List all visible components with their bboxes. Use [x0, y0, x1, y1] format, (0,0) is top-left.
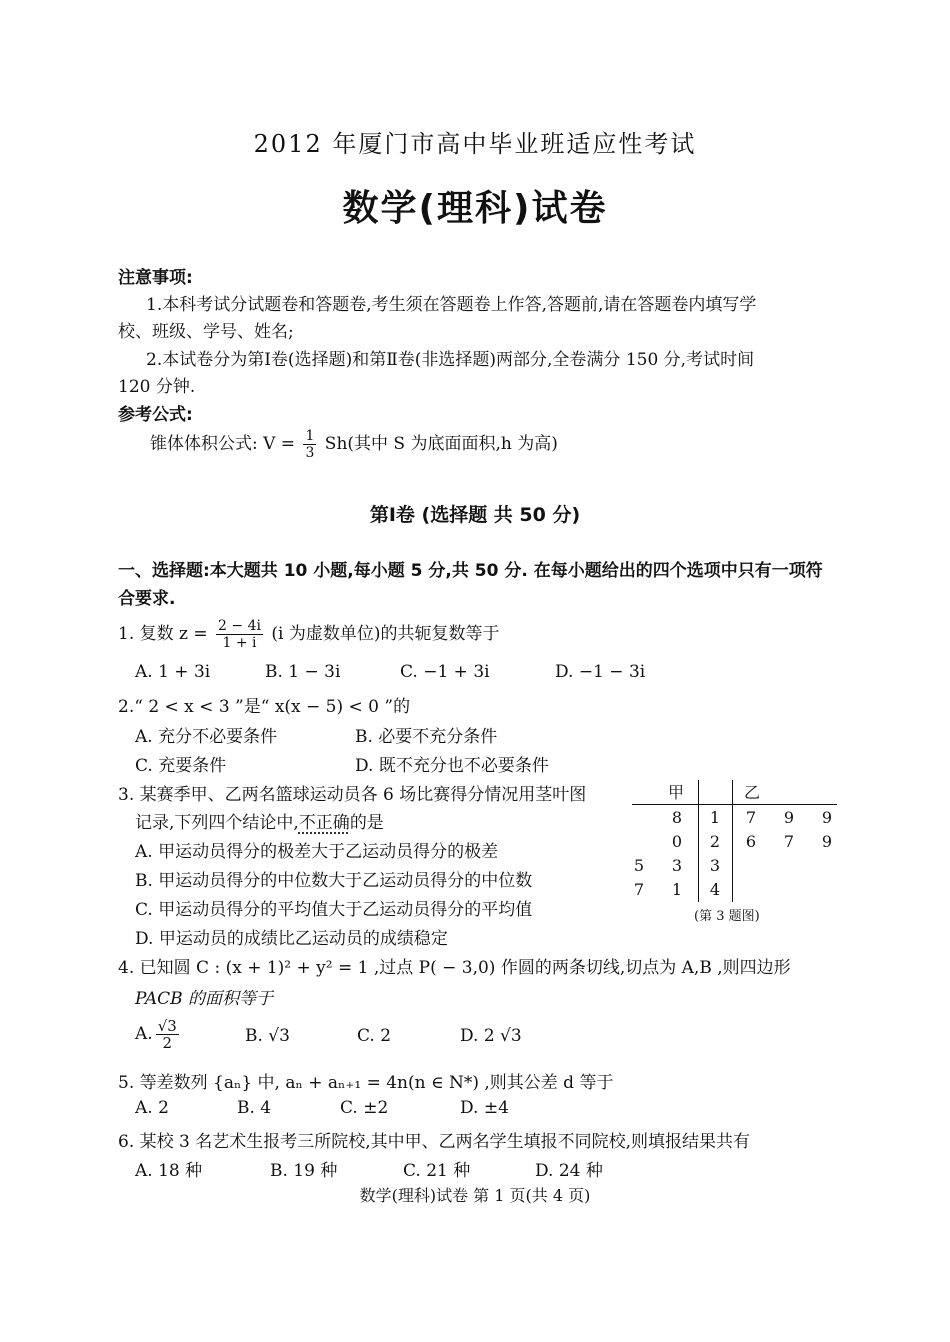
q3-option-d: D. 甲运动员的成绩比乙运动员的成绩稳定: [135, 929, 448, 949]
q4-option-a-denominator: 2: [162, 1034, 173, 1052]
section-instructions-line-2: 合要求.: [118, 589, 176, 609]
q2-option-c: C. 充要条件: [135, 756, 227, 776]
cone-volume-formula: [150, 428, 558, 461]
plot-header-yi: 乙: [744, 783, 761, 802]
question-6-stem: 6. 某校 3 名艺术生报考三所院校,其中甲、乙两名学生填报不同院校,则填报结果共有: [118, 1132, 751, 1152]
q2-option-a: A. 充分不必要条件: [135, 727, 278, 747]
leaf-yi: 7: [783, 832, 795, 851]
leaf-yi: 6: [745, 832, 757, 851]
q2-option-b: B. 必要不充分条件: [355, 727, 498, 747]
note-1-line-1: 1.本科考试分试题卷和答题卷,考生须在答题卷上作答,答题前,请在答题卷内填写学: [146, 295, 757, 315]
leaf-jia: 8: [671, 808, 683, 827]
note-1-line-2: 校、班级、学号、姓名;: [118, 322, 294, 342]
q1-prefix: 1. 复数 z =: [118, 624, 208, 644]
plot-right-divider: [732, 780, 733, 902]
q1-option-d: D. −1 − 3i: [555, 662, 646, 682]
page-footer: 数学(理科)试卷 第 1 页(共 4 页): [359, 1186, 591, 1205]
section-instructions-line-1: 一、选择题:本大题共 10 小题,每小题 5 分,共 50 分. 在每小题给出的四个选项中只有一项符: [118, 561, 823, 581]
note-2-line-2: 120 分钟.: [118, 377, 196, 397]
q4-option-a-numerator: √3: [157, 1017, 177, 1035]
question-3-line-2: [135, 808, 384, 833]
section-title: 第Ⅰ卷 (选择题 共 50 分): [369, 504, 581, 526]
question-5-stem: 5. 等差数列 {aₙ} 中, aₙ + aₙ₊₁ = 4n(n ∈ N*) ,则其公差 d 等于: [118, 1073, 614, 1093]
stem-value: 1: [709, 808, 721, 827]
q5-option-a: A. 2: [135, 1098, 169, 1118]
question-2-options: [135, 722, 835, 778]
leaf-jia: 5: [633, 856, 645, 875]
question-2-stem: 2.“ 2 < x < 3 ”是“ x(x − 5) < 0 ”的: [118, 697, 411, 717]
plot-header-jia: 甲: [668, 783, 685, 802]
formula-suffix: Sh(其中 S 为底面面积,h 为高): [324, 434, 558, 454]
q4-option-a-label: A.: [135, 1024, 153, 1044]
leaf-yi: 9: [821, 832, 833, 851]
q1-option-a: A. 1 + 3i: [135, 662, 211, 682]
q2-option-d: D. 既不充分也不必要条件: [355, 756, 549, 776]
stem-value: 2: [709, 832, 721, 851]
q3-option-a: A. 甲运动员得分的极差大于乙运动员得分的极差: [135, 842, 499, 862]
leaf-jia: 1: [671, 880, 683, 899]
q4-option-a-fraction: [156, 1018, 179, 1051]
q4-option-c: C. 2: [357, 1026, 392, 1046]
fraction-numerator: 1: [305, 428, 315, 444]
q4-option-a: [135, 1018, 182, 1051]
q6-option-a: A. 18 种: [135, 1161, 203, 1181]
formula-heading: 参考公式:: [118, 405, 193, 425]
figure-caption: (第 3 题图): [694, 909, 760, 924]
q4-option-b: B. √3: [245, 1026, 290, 1046]
leaf-yi: 7: [745, 808, 757, 827]
formula-prefix: 锥体体积公式: V =: [150, 434, 296, 454]
leaf-jia: 7: [633, 880, 645, 899]
q5-option-c: C. ±2: [340, 1098, 389, 1118]
formula-fraction: [303, 428, 316, 461]
q3-option-b: B. 甲运动员得分的中位数大于乙运动员得分的中位数: [135, 871, 533, 891]
question-4-line-1: 4. 已知圆 C : (x + 1)² + y² = 1 ,过点 P( − 3,0) 作圆的两条切线,切点为 A,B ,则四边形: [118, 958, 791, 978]
q1-option-b: B. 1 − 3i: [265, 662, 341, 682]
question-1-stem: [118, 618, 500, 651]
q1-option-c: C. −1 + 3i: [400, 662, 490, 682]
question-4-options: [135, 1018, 735, 1060]
question-5-options: [135, 1098, 735, 1122]
plot-left-divider: [698, 780, 699, 902]
q1-fraction: [216, 618, 263, 651]
exam-title: 2012 年厦门市高中毕业班适应性考试: [253, 130, 697, 158]
q1-suffix: (i 为虚数单位)的共轭复数等于: [271, 624, 500, 644]
leaf-yi: 9: [821, 808, 833, 827]
leaf-yi: 9: [783, 808, 795, 827]
q4-option-d: D. 2 √3: [460, 1026, 522, 1046]
q3-emphasis: 不正确: [298, 813, 350, 833]
plot-header-rule: [632, 804, 837, 805]
q6-option-d: D. 24 种: [535, 1161, 603, 1181]
q1-denominator: 1 + i: [222, 635, 257, 651]
stem-value: 4: [709, 880, 721, 899]
q5-option-d: D. ±4: [460, 1098, 509, 1118]
q3-line2-suffix: 的是: [349, 813, 384, 833]
question-6-options: [135, 1156, 735, 1180]
q3-line2-prefix: 记录,下列四个结论中,: [135, 813, 299, 833]
question-1-options: [135, 662, 835, 686]
q6-option-c: C. 21 种: [403, 1161, 471, 1181]
leaf-jia: 0: [671, 832, 683, 851]
fraction-denominator: 3: [305, 445, 315, 461]
leaf-jia: 3: [671, 856, 683, 875]
q3-option-c: C. 甲运动员得分的平均值大于乙运动员得分的平均值: [135, 900, 533, 920]
q6-option-b: B. 19 种: [270, 1161, 338, 1181]
question-3-line-1: 3. 某赛季甲、乙两名篮球运动员各 6 场比赛得分情况用茎叶图: [118, 785, 587, 805]
q1-numerator: 2 − 4i: [218, 618, 261, 634]
note-2-line-1: 2.本试卷分为第Ⅰ卷(选择题)和第Ⅱ卷(非选择题)两部分,全卷满分 150 分,考试时间: [146, 350, 755, 370]
exam-subtitle: 数学(理科)试卷: [342, 188, 608, 229]
question-4-line-2: PACB 的面积等于: [135, 989, 274, 1009]
stem-value: 3: [709, 856, 721, 875]
notes-heading: 注意事项:: [118, 268, 193, 288]
q5-option-b: B. 4: [237, 1098, 272, 1118]
